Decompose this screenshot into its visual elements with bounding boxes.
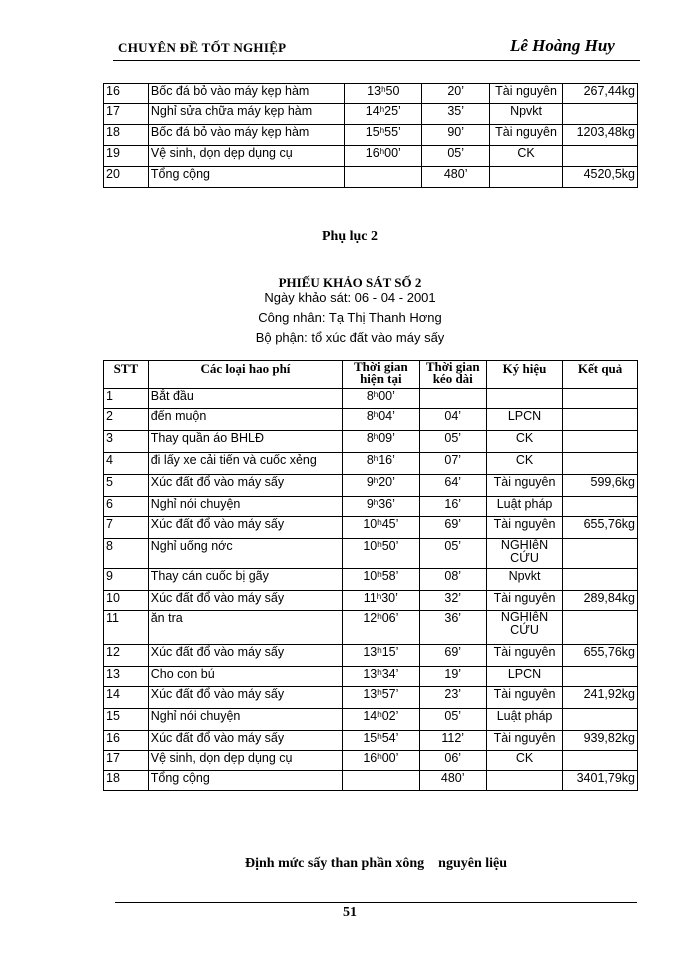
cell-result — [563, 611, 638, 645]
cell-task: Xúc đất đổ vào máy sấy — [148, 731, 342, 751]
cell-duration: 90’ — [422, 125, 490, 146]
cell-task: Bốc đá bỏ vào máy kẹp hàm — [148, 125, 344, 146]
cell-task: Nghỉ sửa chữa máy kẹp hàm — [148, 104, 344, 125]
cell-code: LPCN — [486, 409, 562, 431]
time-minute: 58’ — [381, 569, 399, 583]
cell-time — [345, 84, 422, 104]
cell-code — [486, 389, 562, 409]
cell-code: CK — [486, 751, 562, 771]
cell-time — [343, 569, 419, 591]
survey-department: Bộ phận: tổ xúc đất vào máy sấy — [255, 330, 445, 345]
page-number: 51 — [343, 905, 357, 920]
cell-task: đến muộn — [148, 409, 342, 431]
hour-mark: h — [377, 612, 382, 621]
cell-code: LPCN — [486, 667, 562, 687]
time-hour: 16 — [363, 751, 378, 765]
hour-mark: h — [373, 390, 379, 399]
cell-time — [345, 104, 422, 125]
cell-code: NGHIêN CỨU — [486, 539, 562, 569]
table-row — [104, 431, 638, 453]
header-title: CHUYÊN ĐỀ TỐT NGHIỆP — [118, 40, 287, 55]
cell-duration: 480’ — [422, 167, 490, 188]
cell-duration: 20’ — [422, 84, 490, 104]
cell-duration: 36’ — [419, 611, 486, 645]
cell-task: Xúc đất đổ vào máy sấy — [148, 591, 342, 611]
table-row — [104, 731, 638, 751]
cell-time — [343, 453, 419, 475]
cell-result — [563, 431, 638, 453]
cell-time — [343, 709, 419, 731]
time-minute: 00’ — [384, 146, 401, 160]
time-minute: 00’ — [381, 751, 399, 765]
table-row — [104, 645, 638, 667]
cell-stt: 8 — [104, 539, 149, 569]
time-hour: 13 — [363, 667, 378, 681]
header-current-time: Thời gian hiện tại — [343, 361, 419, 389]
time-hour: 8 — [366, 389, 374, 403]
cell-time — [343, 731, 419, 751]
cell-stt: 19 — [104, 146, 149, 167]
cell-stt: 11 — [104, 611, 149, 645]
cell-time — [345, 167, 422, 188]
cell-stt: 18 — [104, 771, 149, 791]
cell-result — [563, 104, 638, 125]
cell-time — [343, 645, 419, 667]
time-hour: 16 — [365, 146, 380, 160]
time-minute: 00’ — [378, 389, 395, 403]
hour-mark: h — [377, 752, 382, 761]
cell-task: Xúc đất đổ vào máy sấy — [148, 517, 342, 539]
cell-code: NGHIêN CỨU — [486, 611, 562, 645]
table-row — [104, 146, 638, 167]
cell-duration: 35’ — [422, 104, 490, 125]
time-minute: 54’ — [381, 731, 399, 745]
time-hour: 14 — [363, 709, 378, 723]
time-hour: 13 — [363, 645, 378, 659]
cell-code: Tài nguyên — [486, 731, 562, 751]
cell-task: Xúc đất đổ vào máy sấy — [148, 645, 342, 667]
hour-mark: h — [377, 646, 382, 655]
cell-result — [563, 389, 638, 409]
cell-duration: 08’ — [419, 569, 486, 591]
cell-task: đi lấy xe cải tiến và cuốc xẻng — [148, 453, 342, 475]
cell-time — [343, 591, 419, 611]
time-minute: 50’ — [381, 539, 399, 553]
cell-task: Xúc đất đổ vào máy sấy — [148, 687, 342, 709]
time-hour: 8 — [366, 431, 374, 445]
cell-code: Tài nguyên — [486, 475, 562, 497]
cell-duration: 05’ — [419, 431, 486, 453]
hour-mark: h — [377, 732, 382, 741]
cell-duration: 19’ — [419, 667, 486, 687]
cell-result: 655,76kg — [563, 645, 638, 667]
cell-time — [343, 611, 419, 645]
cell-time — [343, 517, 419, 539]
cell-time — [343, 751, 419, 771]
cell-stt: 17 — [104, 104, 149, 125]
table-survey-2 — [103, 360, 638, 791]
hour-mark: h — [373, 498, 379, 507]
cell-stt: 5 — [104, 475, 149, 497]
cell-time — [343, 389, 419, 409]
cell-code: Npvkt — [490, 104, 563, 125]
table-row — [104, 167, 638, 188]
cell-task: ăn tra — [148, 611, 342, 645]
cell-result — [563, 751, 638, 771]
time-minute: 09’ — [378, 431, 395, 445]
time-hour: 8 — [366, 409, 374, 423]
time-minute: 57’ — [381, 687, 399, 701]
cell-time — [343, 475, 419, 497]
cell-time — [343, 409, 419, 431]
time-minute: 34’ — [381, 667, 399, 681]
cell-result — [563, 569, 638, 591]
cell-result: 267,44kg — [563, 84, 638, 104]
hour-mark: h — [377, 540, 382, 549]
time-hour: 12 — [363, 611, 378, 625]
table-row — [104, 569, 638, 591]
cell-code: Tài nguyên — [490, 125, 563, 146]
table-row — [104, 751, 638, 771]
cell-time — [343, 667, 419, 687]
cell-task: Bắt đầu — [148, 389, 342, 409]
cell-code: Tài nguyên — [490, 84, 563, 104]
survey-date: Ngày khảo sát: 06 - 04 - 2001 — [264, 290, 436, 305]
time-minute: 20’ — [378, 475, 395, 489]
cell-task: Cho con bú — [148, 667, 342, 687]
time-minute: 55’ — [384, 125, 401, 139]
cell-time — [343, 771, 419, 791]
hour-mark: h — [379, 105, 385, 114]
footer-divider — [115, 902, 637, 903]
survey-worker: Công nhân: Tạ Thị Thanh Hơng — [258, 310, 442, 325]
table-row — [104, 104, 638, 125]
time-minute: 45’ — [381, 517, 399, 531]
table-row — [104, 611, 638, 645]
time-hour: 15 — [363, 731, 378, 745]
table-row — [104, 84, 638, 104]
cell-duration: 69’ — [419, 645, 486, 667]
header-author: Lê Hoàng Huy — [510, 36, 615, 55]
cell-result — [563, 497, 638, 517]
cell-stt: 12 — [104, 645, 149, 667]
cell-code: Luật pháp — [486, 709, 562, 731]
cell-result — [563, 409, 638, 431]
time-minute: 15’ — [381, 645, 399, 659]
cell-stt: 14 — [104, 687, 149, 709]
time-hour: 9 — [366, 497, 374, 511]
table-row — [104, 475, 638, 497]
time-hour: 8 — [366, 453, 374, 467]
header-duration: Thời gian kéo dài — [419, 361, 486, 389]
time-minute: 50 — [385, 84, 400, 98]
cell-stt: 15 — [104, 709, 149, 731]
cell-code: Tài nguyên — [486, 687, 562, 709]
cell-duration: 69’ — [419, 517, 486, 539]
time-minute: 06’ — [381, 611, 399, 625]
cell-duration: 32’ — [419, 591, 486, 611]
cell-task: Nghỉ nói chuyện — [148, 709, 342, 731]
appendix-title: Phụ lục 2 — [321, 229, 378, 244]
cell-stt: 16 — [104, 731, 149, 751]
cell-result: 4520,5kg — [563, 167, 638, 188]
time-hour: 14 — [365, 104, 380, 118]
cell-task: Vệ sinh, dọn dẹp dụng cụ — [148, 146, 344, 167]
cell-stt: 2 — [104, 409, 149, 431]
table-row — [104, 453, 638, 475]
table-row — [104, 687, 638, 709]
cell-result — [563, 539, 638, 569]
cell-time — [343, 431, 419, 453]
cell-task: Nghỉ uống nớc — [148, 539, 342, 569]
table-row — [104, 517, 638, 539]
cell-result: 655,76kg — [563, 517, 638, 539]
table-row — [104, 409, 638, 431]
cell-task: Tổng cộng — [148, 771, 342, 791]
table-row — [104, 709, 638, 731]
cell-stt: 16 — [104, 84, 149, 104]
time-hour: 13 — [363, 687, 378, 701]
table-row — [104, 389, 638, 409]
time-minute: 30’ — [381, 591, 398, 605]
cell-task: Thay quần áo BHLĐ — [148, 431, 342, 453]
table-survey-1-continuation — [103, 83, 638, 188]
table-row — [104, 667, 638, 687]
time-hour: 10 — [363, 517, 378, 531]
hour-mark: h — [373, 432, 379, 441]
cell-duration: 64’ — [419, 475, 486, 497]
cell-task: Vệ sinh, dọn dẹp dụng cụ — [148, 751, 342, 771]
time-hour: 11 — [363, 591, 377, 605]
time-minute: 16’ — [378, 453, 395, 467]
cell-task: Xúc đất đổ vào máy sấy — [148, 475, 342, 497]
cell-result: 1203,48kg — [563, 125, 638, 146]
cell-result: 289,84kg — [563, 591, 638, 611]
cell-code: Tài nguyên — [486, 591, 562, 611]
cell-stt: 13 — [104, 667, 149, 687]
table-row — [104, 497, 638, 517]
cell-task: Bốc đá bỏ vào máy kẹp hàm — [148, 84, 344, 104]
cell-result: 599,6kg — [563, 475, 638, 497]
cell-time — [345, 146, 422, 167]
table-row — [104, 591, 638, 611]
cell-duration: 23’ — [419, 687, 486, 709]
header-code: Ký hiệu — [486, 361, 562, 389]
header-result: Kết quả — [563, 361, 638, 389]
cell-stt: 4 — [104, 453, 149, 475]
time-hour: 10 — [363, 569, 378, 583]
cell-duration: 05’ — [419, 709, 486, 731]
header-divider — [113, 60, 640, 61]
cell-result — [563, 453, 638, 475]
cell-stt: 9 — [104, 569, 149, 591]
cell-stt: 7 — [104, 517, 149, 539]
cell-duration: 06’ — [419, 751, 486, 771]
hour-mark: h — [379, 126, 385, 135]
header-task: Các loại hao phí — [148, 361, 342, 389]
table-row — [104, 125, 638, 146]
cell-duration: 05’ — [422, 146, 490, 167]
cell-code: Tài nguyên — [486, 645, 562, 667]
cell-duration: 16’ — [419, 497, 486, 517]
survey-title: PHIẾU KHẢO SÁT SỐ 2 — [278, 275, 422, 290]
cell-stt: 1 — [104, 389, 149, 409]
cell-task: Nghỉ nói chuyện — [148, 497, 342, 517]
cell-result: 939,82kg — [563, 731, 638, 751]
cell-stt: 18 — [104, 125, 149, 146]
hour-mark: h — [377, 710, 382, 719]
hour-mark: h — [377, 688, 382, 697]
cell-duration: 05’ — [419, 539, 486, 569]
time-minute: 04’ — [378, 409, 395, 423]
hour-mark: h — [373, 454, 379, 463]
cell-result — [563, 709, 638, 731]
table-row — [104, 539, 638, 569]
cell-code: CK — [486, 431, 562, 453]
cell-task: Thay cán cuốc bị gãy — [148, 569, 342, 591]
section-title: Định mức sấy than phần xông nguyên liệu — [245, 856, 508, 871]
table-row — [104, 771, 638, 791]
cell-result: 3401,79kg — [563, 771, 638, 791]
cell-result — [563, 667, 638, 687]
cell-time — [345, 125, 422, 146]
time-minute: 02’ — [381, 709, 399, 723]
hour-mark: h — [377, 570, 382, 579]
hour-mark: h — [373, 410, 379, 419]
time-minute: 36’ — [378, 497, 395, 511]
cell-duration: 112’ — [419, 731, 486, 751]
header-stt: STT — [104, 361, 149, 389]
cell-time — [343, 539, 419, 569]
cell-task: Tổng cộng — [148, 167, 344, 188]
cell-stt: 17 — [104, 751, 149, 771]
cell-duration: 480’ — [419, 771, 486, 791]
time-hour: 13 — [367, 84, 382, 98]
hour-mark: h — [377, 668, 382, 677]
cell-code — [486, 771, 562, 791]
time-minute: 25’ — [384, 104, 401, 118]
cell-result — [563, 146, 638, 167]
hour-mark: h — [377, 518, 382, 527]
time-hour: 15 — [365, 125, 380, 139]
cell-code: CK — [490, 146, 563, 167]
cell-stt: 20 — [104, 167, 149, 188]
cell-code — [490, 167, 563, 188]
hour-mark: h — [376, 592, 382, 601]
cell-stt: 6 — [104, 497, 149, 517]
cell-duration: 04’ — [419, 409, 486, 431]
cell-result: 241,92kg — [563, 687, 638, 709]
hour-mark: h — [373, 476, 379, 485]
cell-code: Npvkt — [486, 569, 562, 591]
hour-mark: h — [381, 85, 386, 94]
cell-duration: 07’ — [419, 453, 486, 475]
cell-code: Tài nguyên — [486, 517, 562, 539]
cell-time — [343, 497, 419, 517]
time-hour: 9 — [366, 475, 374, 489]
hour-mark: h — [379, 147, 385, 156]
cell-code: CK — [486, 453, 562, 475]
cell-stt: 10 — [104, 591, 149, 611]
cell-duration — [419, 389, 486, 409]
time-hour: 10 — [363, 539, 378, 553]
cell-code: Luật pháp — [486, 497, 562, 517]
cell-stt: 3 — [104, 431, 149, 453]
cell-time — [343, 687, 419, 709]
